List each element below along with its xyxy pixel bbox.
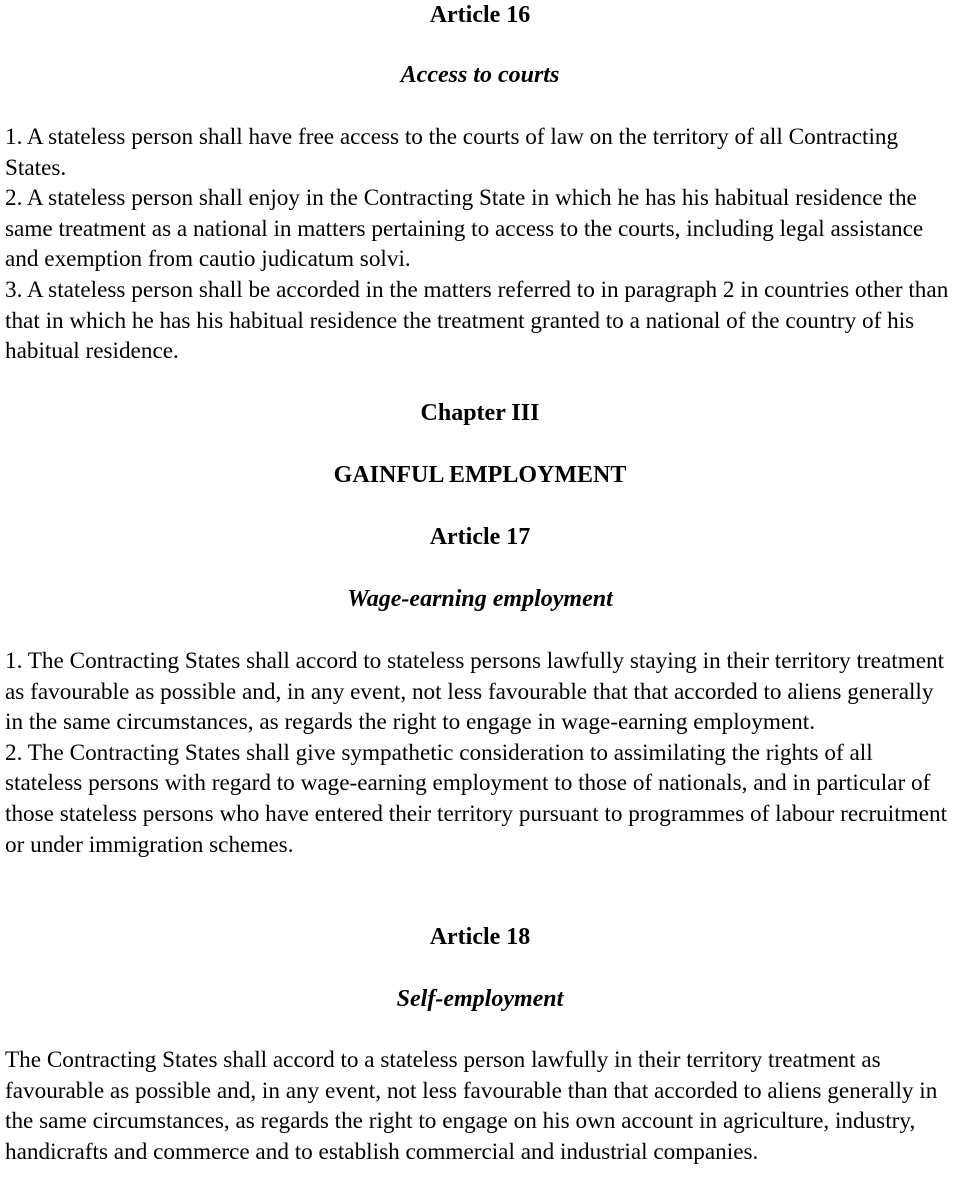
article-17-body bbox=[5, 646, 954, 860]
article-17-heading: Article 17 bbox=[429, 524, 531, 550]
article-16-paragraph-3: 3. A stateless person shall be accorded in the matters referred to in paragraph 2 in countries other than that in which he has his habitual residence the treatment granted to a national of the country of his habitual residence. bbox=[5, 276, 949, 365]
article-16-paragraph-2: 2. A stateless person shall enjoy in the Contracting State in which he has his habitual residence the same treatment as a national in matters pertaining to access to the courts, including legal assistance and exemption from cautio judicatum solvi. bbox=[5, 185, 924, 273]
chapter-3-heading: Chapter III bbox=[420, 400, 540, 426]
article-18-heading: Article 18 bbox=[429, 924, 531, 950]
article-17-paragraph-1: 1. The Contracting States shall accord to stateless persons lawfully staying in their territory treatment as favourable as possible and, in any event, not less favourable that that accorded to aliens generally in the same circumstances, as regards the right to engage in wage-earning employment. bbox=[5, 648, 945, 736]
article-18-subheading: Self-employment bbox=[396, 986, 564, 1012]
article-17-paragraph-2: 2. The Contracting States shall give sympathetic consideration to assimilating the rights of all stateless persons with regard to wage-earning employment to those of nationals, and in particular of those stateless persons who have entered their territory pursuant to programmes of labour recruitment or under immigration schemes. bbox=[5, 739, 948, 858]
article-18-body bbox=[5, 1045, 954, 1167]
chapter-3-title: GAINFUL EMPLOYMENT bbox=[333, 462, 627, 488]
article-16-body bbox=[5, 122, 954, 367]
article-16-heading: Article 16 bbox=[429, 2, 531, 28]
article-18-paragraph-1: The Contracting States shall accord to a stateless person lawfully in their territory treatment as favourable as possible and, in any event, not less favourable than that accorded to aliens generally in the same circumstances, as regards the right to engage on his own account in agriculture, industry, handicrafts and commerce and to establish commercial and industrial companies. bbox=[5, 1047, 938, 1165]
article-17-subheading: Wage-earning employment bbox=[347, 586, 613, 612]
article-16-subheading: Access to courts bbox=[400, 62, 560, 88]
article-16-paragraph-1: 1. A stateless person shall have free access to the courts of law on the territory of all Contracting States. bbox=[5, 124, 899, 181]
